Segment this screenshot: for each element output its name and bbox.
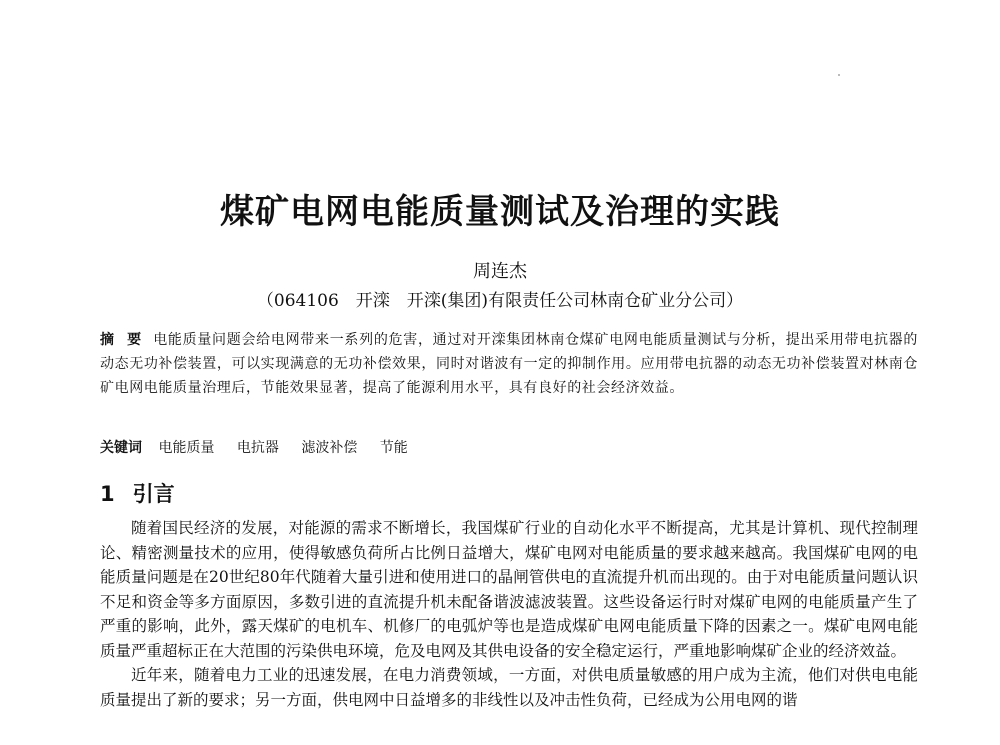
body-text: [100, 516, 918, 712]
author-affiliation: （064106 开滦 开滦(集团)有限责任公司林南仓矿业分公司）: [256, 291, 744, 311]
keyword: 电抗器: [236, 440, 279, 456]
paragraph: 近年来，随着电力工业的迅速发展，在电力消费领域，一方面，对供电质量敏感的用户成为主流，他们对供电电能质量提出了新的要求；另一方面，供电网中日益增多的非线性以及冲击性负荷，已经成为公用电网的谐: [100, 666, 918, 709]
abstract-label: 摘 要: [100, 332, 146, 348]
paragraph: 随着国民经济的发展，对能源的需求不断增长，我国煤矿行业的自动化水平不断提高，尤其是计算机、现代控制理论、精密测量技术的应用，使得敏感负荷所占比例日益增大，煤矿电网对电能质量的要求越来越高。我国煤矿电网的电能质量问题是在20世纪80年代随着大量引进和使用进口的晶闸管供电的直流提升机而出现的。由于对电能质量问题认识不足和资金等多方面原因，多数引进的直流提升机未配备谐波滤波装置。这些设备运行时对煤矿电网的电能质量产生了严重的影响，此外，露天煤矿的电机车、机修厂的电弧炉等也是造成煤矿电网电能质量下降的因素之一。煤矿电网电能质量严重超标正在大范围的污染供电环境，危及电网及其供电设备的安全稳定运行，严重地影响煤矿企业的经济效益。: [100, 519, 918, 660]
keyword: 滤波补偿: [301, 440, 358, 456]
scan-speck: [838, 74, 840, 76]
section-heading: [100, 478, 175, 508]
abstract: [100, 328, 918, 400]
section-title: 引言: [132, 482, 175, 506]
keywords-label: 关键词: [100, 440, 142, 456]
keyword: 电能质量: [158, 440, 215, 456]
keyword: 节能: [379, 440, 408, 456]
keywords: [100, 436, 918, 460]
author-name: 周连杰: [473, 261, 527, 282]
section-number: 1: [100, 482, 115, 506]
abstract-text: 电能质量问题会给电网带来一系列的危害，通过对开滦集团林南仓煤矿电网电能质量测试与分析，提出采用带电抗器的动态无功补偿装置，可以实现满意的无功补偿效果，同时对谐波有一定的抑制作用。应用带电抗器的动态无功补偿装置对林南仓矿电网电能质量治理后，节能效果显著，提高了能源利用水平，具有良好的社会经济效益。: [100, 332, 918, 396]
paper-title: 煤矿电网电能质量测试及治理的实践: [220, 192, 780, 232]
